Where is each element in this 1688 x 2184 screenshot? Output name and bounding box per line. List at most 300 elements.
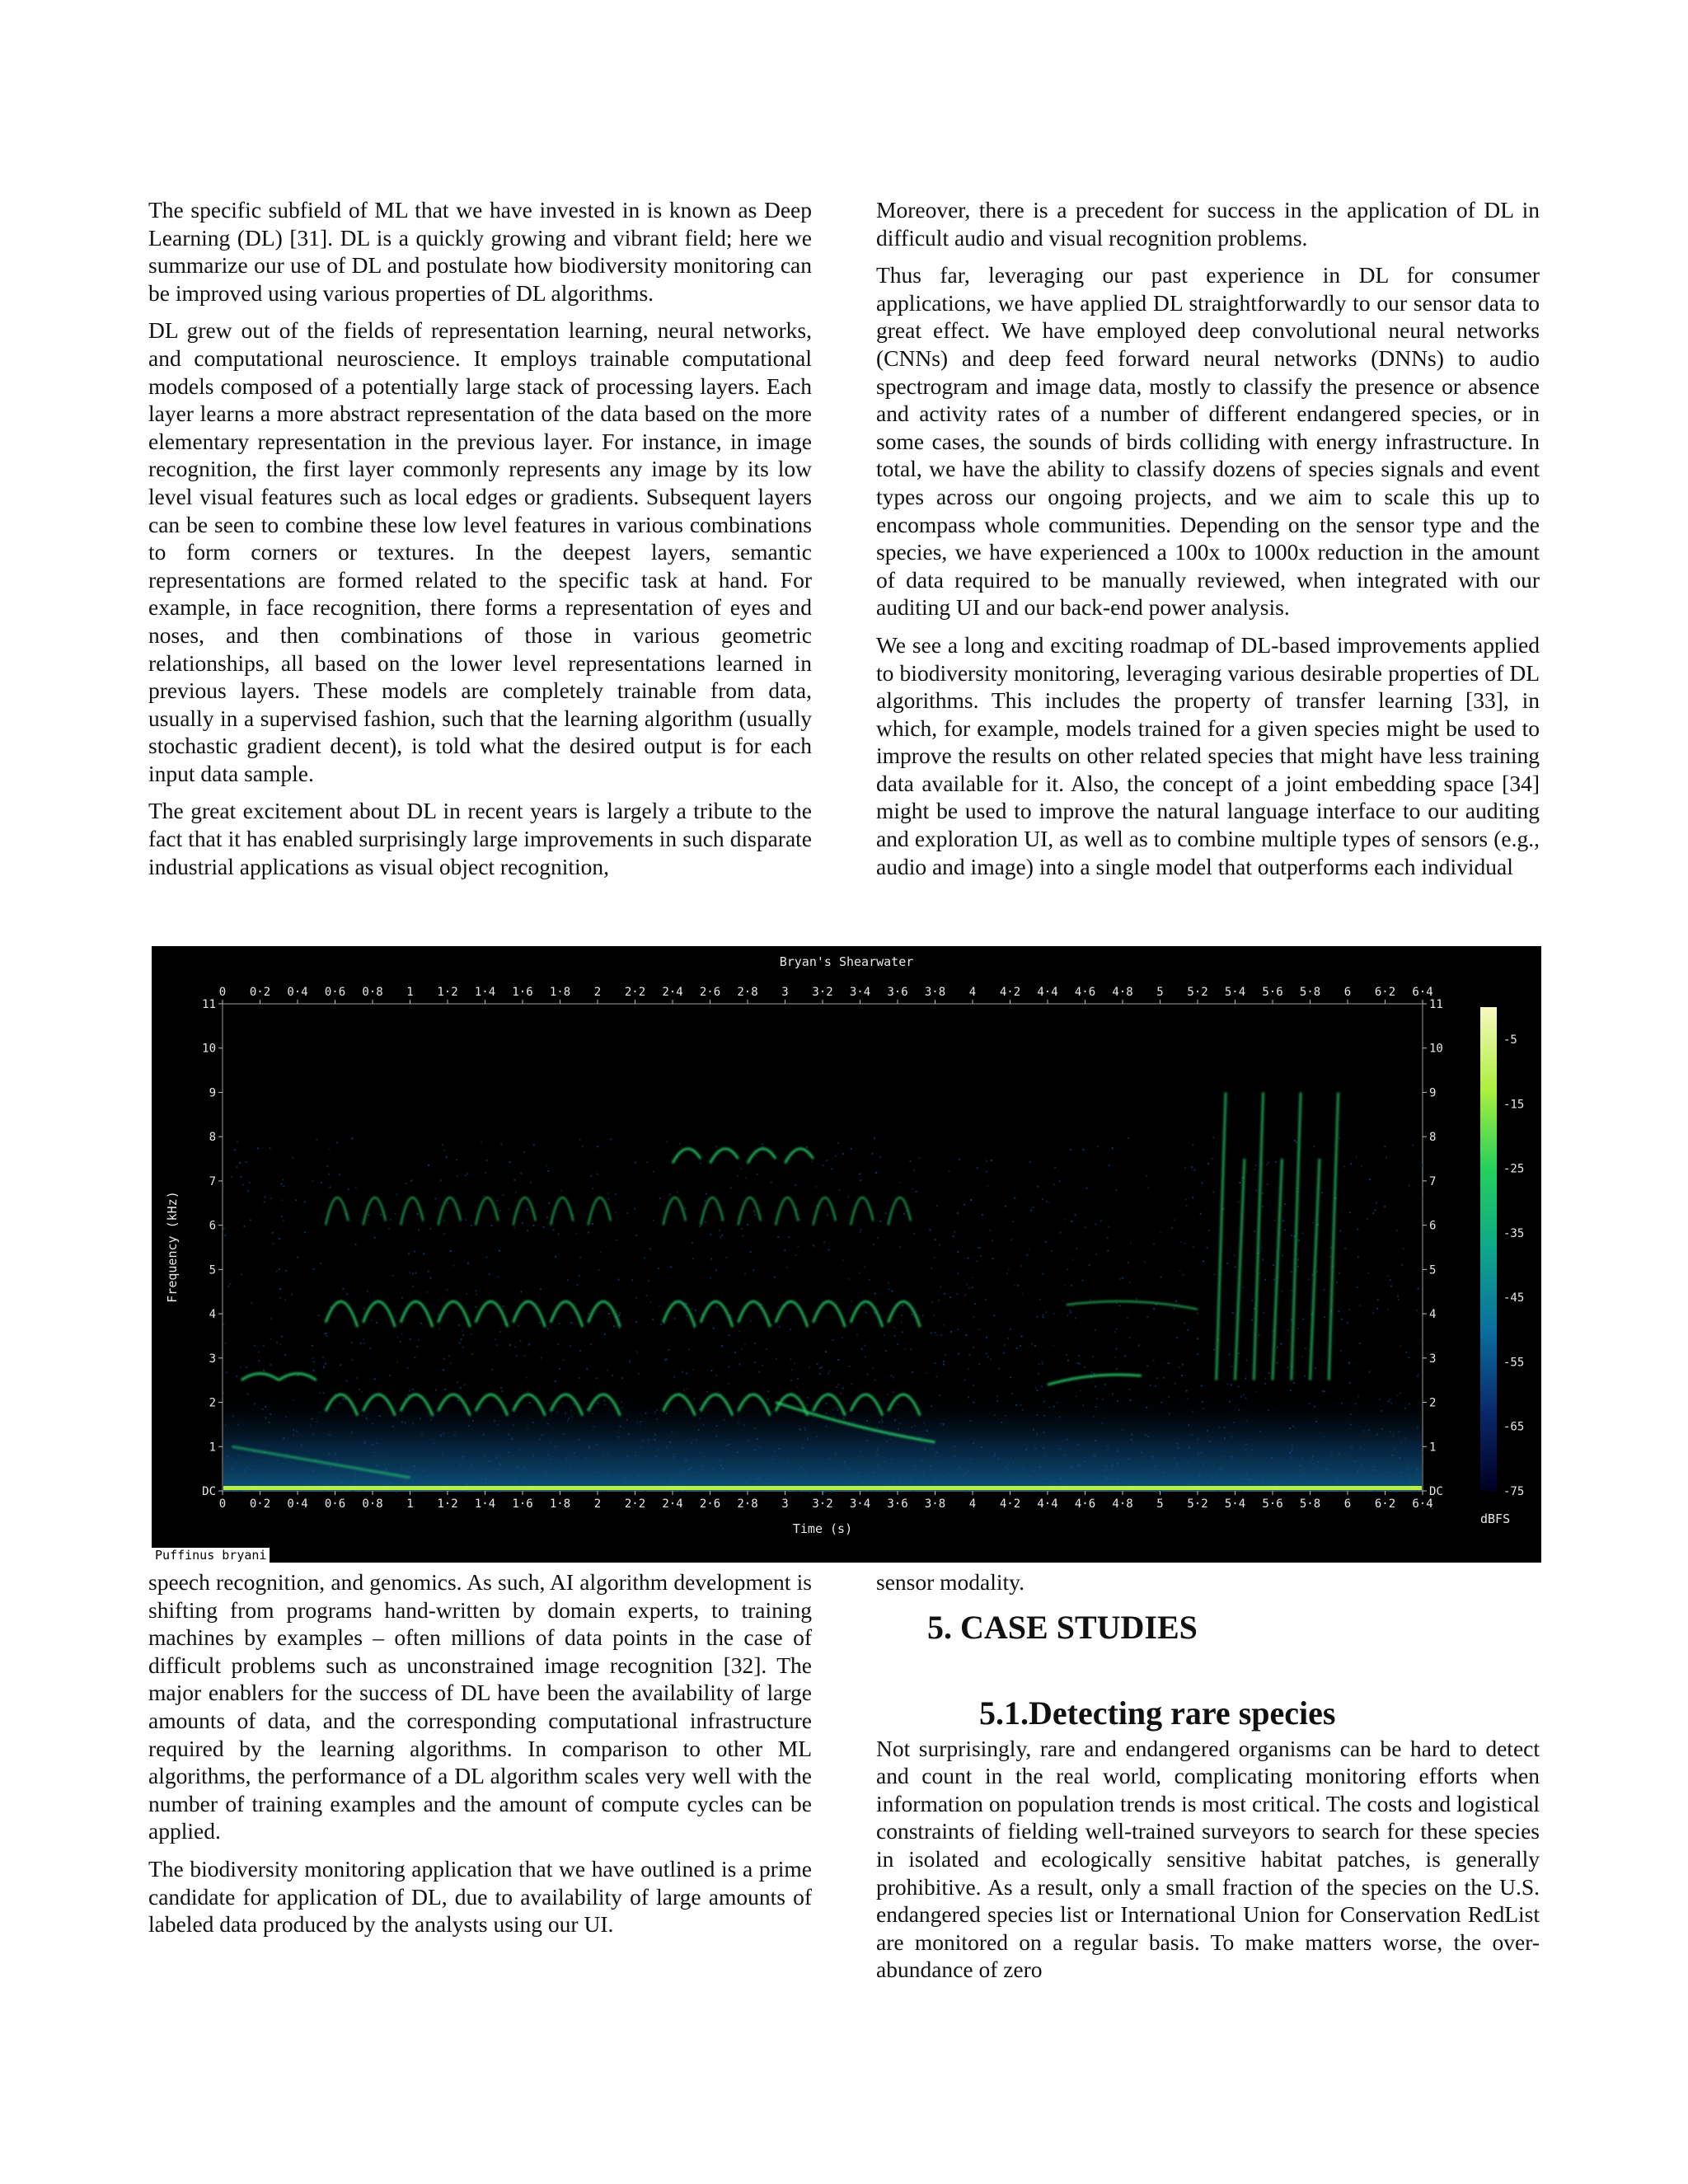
noise-speckle: [438, 1329, 440, 1330]
noise-speckle: [444, 1233, 446, 1235]
noise-speckle: [1075, 1317, 1076, 1319]
noise-speckle: [742, 1235, 743, 1236]
spectrogram-chart: [152, 946, 1541, 1546]
noise-speckle: [1296, 1141, 1297, 1143]
noise-speckle: [414, 1357, 415, 1358]
x-tick-label: 6·4: [1412, 986, 1433, 999]
noise-speckle: [313, 1268, 315, 1270]
y-tick-label: 6: [1429, 1219, 1437, 1233]
noise-speckle: [809, 1366, 810, 1368]
noise-speckle: [827, 1215, 828, 1216]
noise-speckle: [1160, 1232, 1161, 1234]
noise-speckle: [615, 1212, 617, 1213]
noise-speckle: [527, 1230, 528, 1231]
noise-speckle: [935, 1239, 936, 1240]
noise-speckle: [1273, 1279, 1275, 1281]
noise-speckle: [653, 1220, 654, 1221]
noise-speckle: [509, 1208, 510, 1210]
noise-speckle: [579, 1257, 581, 1258]
left-column-top: [148, 196, 812, 890]
noise-speckle: [1264, 1383, 1266, 1385]
noise-speckle: [1037, 1316, 1039, 1318]
noise-speckle: [1031, 1343, 1033, 1345]
noise-speckle: [797, 1386, 799, 1388]
noise-speckle: [741, 1228, 743, 1230]
x-tick-label: 5·2: [1187, 986, 1208, 999]
noise-speckle: [533, 1144, 535, 1146]
noise-speckle: [1042, 1273, 1043, 1275]
noise-speckle: [838, 1189, 840, 1191]
noise-speckle: [1116, 1302, 1118, 1304]
y-tick-label: 1: [1429, 1441, 1437, 1455]
noise-speckle: [968, 1354, 970, 1356]
noise-speckle: [716, 1306, 718, 1308]
noise-speckle: [596, 1377, 598, 1379]
noise-speckle: [1277, 1362, 1278, 1364]
noise-speckle: [692, 1242, 693, 1244]
noise-speckle: [500, 1144, 502, 1146]
noise-speckle: [528, 1344, 530, 1346]
noise-speckle: [726, 1257, 728, 1258]
noise-speckle: [246, 1366, 247, 1368]
x-tick-label: 2·6: [699, 986, 721, 999]
noise-speckle: [1226, 1383, 1228, 1385]
noise-speckle: [916, 1191, 917, 1193]
noise-speckle: [434, 1197, 436, 1199]
noise-speckle: [465, 1219, 467, 1221]
x-tick-label: 1·8: [549, 1497, 571, 1511]
noise-speckle: [674, 1318, 676, 1319]
noise-speckle: [1077, 1362, 1079, 1364]
noise-speckle: [1076, 1248, 1077, 1249]
noise-speckle: [400, 1341, 401, 1343]
noise-speckle: [635, 1162, 636, 1164]
noise-speckle: [1275, 1161, 1277, 1163]
noise-speckle: [756, 1155, 757, 1157]
noise-speckle: [325, 1363, 326, 1365]
noise-speckle: [295, 1199, 297, 1201]
noise-speckle: [1304, 1376, 1306, 1377]
noise-speckle: [590, 1175, 592, 1177]
noise-speckle: [899, 1182, 901, 1183]
noise-speckle: [1421, 1197, 1423, 1199]
noise-speckle: [864, 1305, 865, 1306]
x-tick-label: 0·6: [324, 1497, 346, 1511]
noise-speckle: [750, 1320, 752, 1322]
noise-speckle: [1064, 1219, 1066, 1221]
x-tick-label: 4·6: [1074, 986, 1096, 999]
noise-speckle: [420, 1323, 422, 1324]
noise-speckle: [1197, 1313, 1198, 1315]
noise-speckle: [728, 1366, 729, 1368]
noise-speckle: [246, 1161, 247, 1163]
noise-speckle: [1308, 1278, 1310, 1280]
x-tick-label: 5·6: [1262, 986, 1283, 999]
noise-speckle: [227, 1286, 229, 1287]
noise-speckle: [757, 1174, 758, 1175]
noise-speckle: [257, 1148, 259, 1150]
noise-speckle: [986, 1160, 987, 1162]
noise-speckle: [371, 1319, 373, 1321]
noise-speckle: [649, 1248, 651, 1249]
noise-speckle: [328, 1174, 330, 1175]
noise-speckle: [626, 1212, 628, 1214]
colorbar-tick-label: -5: [1503, 1033, 1517, 1047]
noise-speckle: [1146, 1366, 1148, 1367]
x-tick-label: 1·6: [512, 1497, 533, 1511]
y-tick-label: 4: [1429, 1308, 1437, 1322]
noise-speckle: [515, 1192, 517, 1193]
noise-speckle: [530, 1182, 532, 1183]
noise-speckle: [440, 1179, 442, 1181]
y-tick-label: DC: [1429, 1485, 1443, 1498]
noise-speckle: [823, 1241, 825, 1243]
noise-speckle: [825, 1351, 827, 1352]
noise-speckle: [871, 1153, 873, 1155]
noise-speckle: [1231, 1366, 1232, 1367]
noise-speckle: [1197, 1353, 1198, 1355]
noise-speckle: [762, 1143, 763, 1145]
noise-speckle: [899, 1246, 901, 1248]
noise-speckle: [426, 1291, 428, 1293]
noise-speckle: [1029, 1249, 1030, 1250]
noise-speckle: [454, 1491, 456, 1493]
noise-speckle: [1194, 1169, 1196, 1171]
noise-speckle: [247, 1190, 249, 1192]
noise-speckle: [1330, 1247, 1332, 1249]
x-tick-label: 3·2: [812, 986, 833, 999]
noise-speckle: [1116, 1189, 1118, 1191]
noise-speckle: [547, 1170, 549, 1172]
noise-speckle: [285, 1270, 287, 1272]
noise-speckle: [499, 1331, 501, 1333]
subsection-heading: 5.1.Detecting rare species: [979, 1694, 1336, 1732]
x-tick-label: 3·2: [812, 1497, 833, 1511]
noise-speckle: [1266, 1164, 1268, 1165]
noise-speckle: [224, 1343, 226, 1344]
noise-speckle: [634, 1208, 635, 1210]
noise-speckle: [1357, 1229, 1358, 1230]
noise-speckle: [1261, 1247, 1263, 1249]
x-tick-label: 6·2: [1374, 1497, 1396, 1511]
noise-speckle: [1067, 1268, 1068, 1270]
noise-speckle: [677, 1191, 678, 1193]
noise-speckle: [616, 1240, 617, 1241]
noise-speckle: [1336, 1282, 1338, 1283]
noise-speckle: [1251, 1319, 1253, 1321]
noise-speckle: [276, 1271, 278, 1272]
noise-speckle: [520, 1173, 522, 1174]
x-tick-label: 1·4: [474, 986, 496, 999]
noise-speckle: [406, 1183, 407, 1184]
noise-speckle: [1182, 1364, 1184, 1366]
noise-speckle: [367, 1291, 368, 1292]
noise-speckle: [1191, 1166, 1193, 1168]
noise-speckle: [1369, 1179, 1371, 1180]
noise-speckle: [1109, 1226, 1110, 1228]
noise-speckle: [442, 1144, 443, 1146]
noise-speckle: [263, 1370, 265, 1371]
noise-speckle: [738, 1330, 740, 1332]
noise-speckle: [321, 1182, 322, 1183]
noise-speckle: [390, 1219, 392, 1221]
noise-speckle: [710, 1234, 711, 1235]
noise-speckle: [935, 1491, 937, 1493]
noise-speckle: [790, 1380, 792, 1381]
noise-speckle: [389, 1375, 391, 1376]
noise-speckle: [910, 1160, 912, 1162]
noise-speckle: [1301, 1356, 1303, 1357]
noise-speckle: [1268, 1372, 1270, 1374]
paragraph: Moreover, there is a precedent for success in the application of DL in difficult audio and visual recognition problems.: [876, 197, 1540, 251]
noise-speckle: [590, 1343, 592, 1345]
noise-speckle: [270, 1364, 271, 1366]
noise-speckle: [1054, 1167, 1056, 1169]
y-tick-label: 10: [1429, 1042, 1443, 1056]
noise-speckle: [608, 1198, 610, 1200]
noise-speckle: [499, 1249, 500, 1251]
noise-speckle: [1075, 1214, 1076, 1216]
noise-speckle: [547, 1329, 549, 1330]
noise-speckle: [291, 1294, 293, 1296]
noise-speckle: [1297, 1266, 1299, 1268]
noise-speckle: [1350, 1163, 1352, 1165]
noise-speckle: [954, 1231, 955, 1233]
noise-speckle: [416, 1346, 418, 1347]
noise-speckle: [966, 1491, 968, 1493]
noise-speckle: [312, 1345, 313, 1347]
noise-speckle: [880, 1221, 882, 1222]
noise-speckle: [1046, 1201, 1048, 1202]
noise-speckle: [509, 1344, 511, 1346]
noise-speckle: [867, 1374, 869, 1376]
x-tick-label: 2·4: [662, 986, 683, 999]
noise-speckle: [1400, 1345, 1401, 1347]
noise-speckle: [418, 1339, 420, 1341]
y-tick-label: 10: [202, 1042, 216, 1056]
noise-speckle: [791, 1369, 793, 1371]
x-tick-label: 2: [593, 1497, 602, 1511]
x-tick-label: 3·4: [849, 1497, 871, 1511]
x-tick-label: 5·8: [1299, 986, 1321, 999]
y-tick-label: 9: [1429, 1086, 1437, 1100]
paragraph: DL grew out of the fields of representation learning, neural networks, and computational neuroscience. It employs trainable computational models composed of a potentially large stack of processing layers. Each layer learns a more abstract representation of the data based on the more elementary representation in the previous layer. For instance, in image recognition, the first layer commonly represents any image by its low level visual features such as local edges or gradients. Subsequent layers can be seen to combine these low level features in various combinations to form corners or textures. In the deepest layers, semantic representations are formed related to the specific task at hand. For example, in face recognition, there forms a representation of eyes and noses, and then combinations of those in various geometric relationships, all based on the lower level representations learned in previous layers. These models are completely trainable from data, usually in a supervised fashion, such that the learning algorithm (usually stochastic gradient decent), is told what the desired output is for each input data sample.: [148, 317, 812, 786]
noise-speckle: [462, 1330, 464, 1332]
noise-speckle: [715, 1146, 717, 1147]
noise-speckle: [1100, 1221, 1102, 1222]
noise-speckle: [688, 1349, 690, 1351]
noise-speckle: [396, 1193, 398, 1195]
x-tick-label: 4: [968, 1497, 977, 1511]
noise-speckle: [526, 1377, 528, 1379]
noise-speckle: [860, 1229, 861, 1230]
noise-speckle: [1255, 1165, 1257, 1166]
x-tick-label: 4: [968, 986, 977, 999]
noise-speckle: [481, 1141, 482, 1143]
y-tick-label: 3: [209, 1352, 216, 1366]
noise-speckle: [1010, 1239, 1012, 1240]
noise-speckle: [635, 1297, 637, 1299]
x-tick-label: 4·6: [1074, 1497, 1096, 1511]
noise-speckle: [1282, 1255, 1283, 1257]
noise-speckle: [968, 1368, 969, 1370]
noise-speckle: [356, 1377, 358, 1379]
noise-speckle: [1376, 1202, 1377, 1203]
noise-speckle: [543, 1226, 545, 1228]
noise-speckle: [503, 1305, 504, 1307]
noise-speckle: [957, 1251, 959, 1253]
noise-speckle: [485, 1256, 487, 1258]
y-tick-label: 11: [1429, 998, 1443, 1011]
noise-speckle: [281, 1183, 283, 1185]
noise-speckle: [646, 1295, 648, 1296]
noise-speckle: [980, 1255, 982, 1257]
noise-speckle: [874, 1380, 876, 1381]
noise-speckle: [1173, 1308, 1175, 1310]
noise-speckle: [322, 1357, 324, 1358]
noise-speckle: [336, 1142, 338, 1144]
noise-speckle: [1186, 1205, 1188, 1207]
noise-speckle: [579, 1377, 580, 1379]
noise-speckle: [940, 1286, 942, 1288]
noise-speckle: [1254, 1230, 1256, 1232]
noise-speckle: [635, 1321, 637, 1323]
noise-speckle: [607, 1370, 609, 1371]
noise-speckle: [1367, 1272, 1369, 1274]
x-axis-bottom: [219, 1491, 1433, 1511]
noise-speckle: [1045, 1311, 1047, 1313]
noise-speckle: [788, 1236, 790, 1238]
noise-speckle: [753, 1269, 754, 1271]
noise-speckle: [1104, 1384, 1106, 1385]
noise-speckle: [1155, 1491, 1156, 1493]
noise-speckle: [771, 1182, 772, 1183]
noise-speckle: [1263, 1312, 1264, 1314]
noise-speckle: [1048, 1202, 1050, 1203]
noise-speckle: [374, 1237, 376, 1239]
y-tick-label: 8: [1429, 1131, 1437, 1145]
noise-speckle: [1401, 1264, 1403, 1266]
noise-speckle: [710, 1277, 711, 1279]
noise-speckle: [1305, 1347, 1306, 1349]
colorbar-tick-label: -15: [1503, 1098, 1525, 1112]
y-tick-label: 1: [209, 1441, 216, 1455]
noise-speckle: [1072, 1305, 1074, 1307]
noise-speckle: [744, 1272, 746, 1274]
noise-speckle: [1156, 1377, 1158, 1379]
noise-speckle: [813, 1245, 814, 1247]
noise-speckle: [443, 1220, 445, 1221]
noise-speckle: [1397, 1296, 1399, 1297]
noise-speckle: [1287, 1329, 1288, 1331]
x-tick-label: 3·8: [924, 1497, 946, 1511]
noise-speckle: [396, 1337, 398, 1338]
left-column-bottom: [148, 1568, 812, 1948]
noise-speckle: [636, 1351, 638, 1352]
noise-speckle: [415, 1272, 416, 1274]
noise-speckle: [1254, 1169, 1256, 1170]
noise-speckle: [1213, 1349, 1215, 1351]
noise-speckle: [935, 1362, 936, 1364]
noise-speckle: [1180, 1241, 1182, 1243]
noise-speckle: [889, 1288, 890, 1290]
noise-speckle: [872, 1367, 874, 1369]
noise-speckle: [648, 1280, 649, 1282]
noise-speckle: [959, 1159, 960, 1160]
noise-speckle: [546, 1216, 548, 1218]
noise-speckle: [491, 1225, 493, 1226]
noise-speckle: [1282, 1220, 1284, 1221]
noise-speckle: [588, 1231, 589, 1233]
noise-speckle: [1163, 1377, 1165, 1379]
x-tick-label: 0·4: [287, 1497, 308, 1511]
noise-speckle: [859, 1174, 860, 1175]
noise-speckle: [1245, 1375, 1247, 1376]
noise-speckle: [1084, 1366, 1085, 1368]
noise-speckle: [363, 1308, 365, 1310]
noise-speckle: [1338, 1310, 1339, 1312]
noise-speckle: [934, 1257, 935, 1258]
noise-speckle: [342, 1288, 344, 1290]
noise-speckle: [1168, 1362, 1170, 1364]
noise-speckle: [699, 1226, 701, 1227]
noise-speckle: [738, 1216, 739, 1218]
noise-speckle: [1017, 1285, 1019, 1286]
noise-speckle: [1114, 1331, 1115, 1333]
noise-speckle: [450, 1250, 452, 1252]
noise-speckle: [873, 1244, 874, 1245]
noise-speckle: [1095, 1254, 1097, 1255]
noise-speckle: [376, 1322, 377, 1324]
noise-speckle: [828, 1373, 829, 1375]
noise-speckle: [570, 1345, 571, 1347]
noise-speckle: [1262, 1206, 1264, 1207]
noise-speckle: [460, 1387, 462, 1389]
noise-speckle: [710, 1370, 712, 1371]
noise-speckle: [1203, 1261, 1204, 1263]
noise-speckle: [1341, 1319, 1343, 1320]
noise-speckle: [567, 1279, 569, 1281]
x-tick-label: 4·4: [1037, 1497, 1058, 1511]
y-axis-label: Frequency (kHz): [165, 1191, 180, 1303]
noise-speckle: [859, 1272, 860, 1273]
noise-speckle: [281, 1216, 283, 1217]
noise-speckle: [522, 1222, 523, 1224]
noise-speckle: [1150, 1385, 1151, 1386]
noise-speckle: [1361, 1165, 1362, 1167]
noise-speckle: [1042, 1316, 1043, 1318]
noise-speckle: [355, 1244, 357, 1245]
noise-speckle: [874, 1137, 875, 1139]
noise-speckle: [412, 1286, 414, 1287]
x-tick-label: 1·2: [437, 1497, 458, 1511]
noise-speckle: [1329, 1257, 1331, 1258]
noise-speckle: [1323, 1289, 1325, 1291]
noise-speckle: [546, 1165, 547, 1167]
noise-speckle: [949, 1170, 950, 1172]
noise-speckle: [753, 1211, 755, 1212]
noise-speckle: [586, 1368, 588, 1370]
noise-speckle: [1291, 1235, 1292, 1236]
noise-speckle: [1339, 1272, 1340, 1274]
noise-speckle: [1340, 1350, 1342, 1352]
noise-speckle: [875, 1172, 877, 1174]
noise-speckle: [557, 1343, 559, 1345]
noise-speckle: [781, 1491, 783, 1493]
noise-speckle: [686, 1372, 687, 1374]
noise-speckle: [258, 1352, 260, 1353]
noise-speckle: [860, 1179, 861, 1181]
